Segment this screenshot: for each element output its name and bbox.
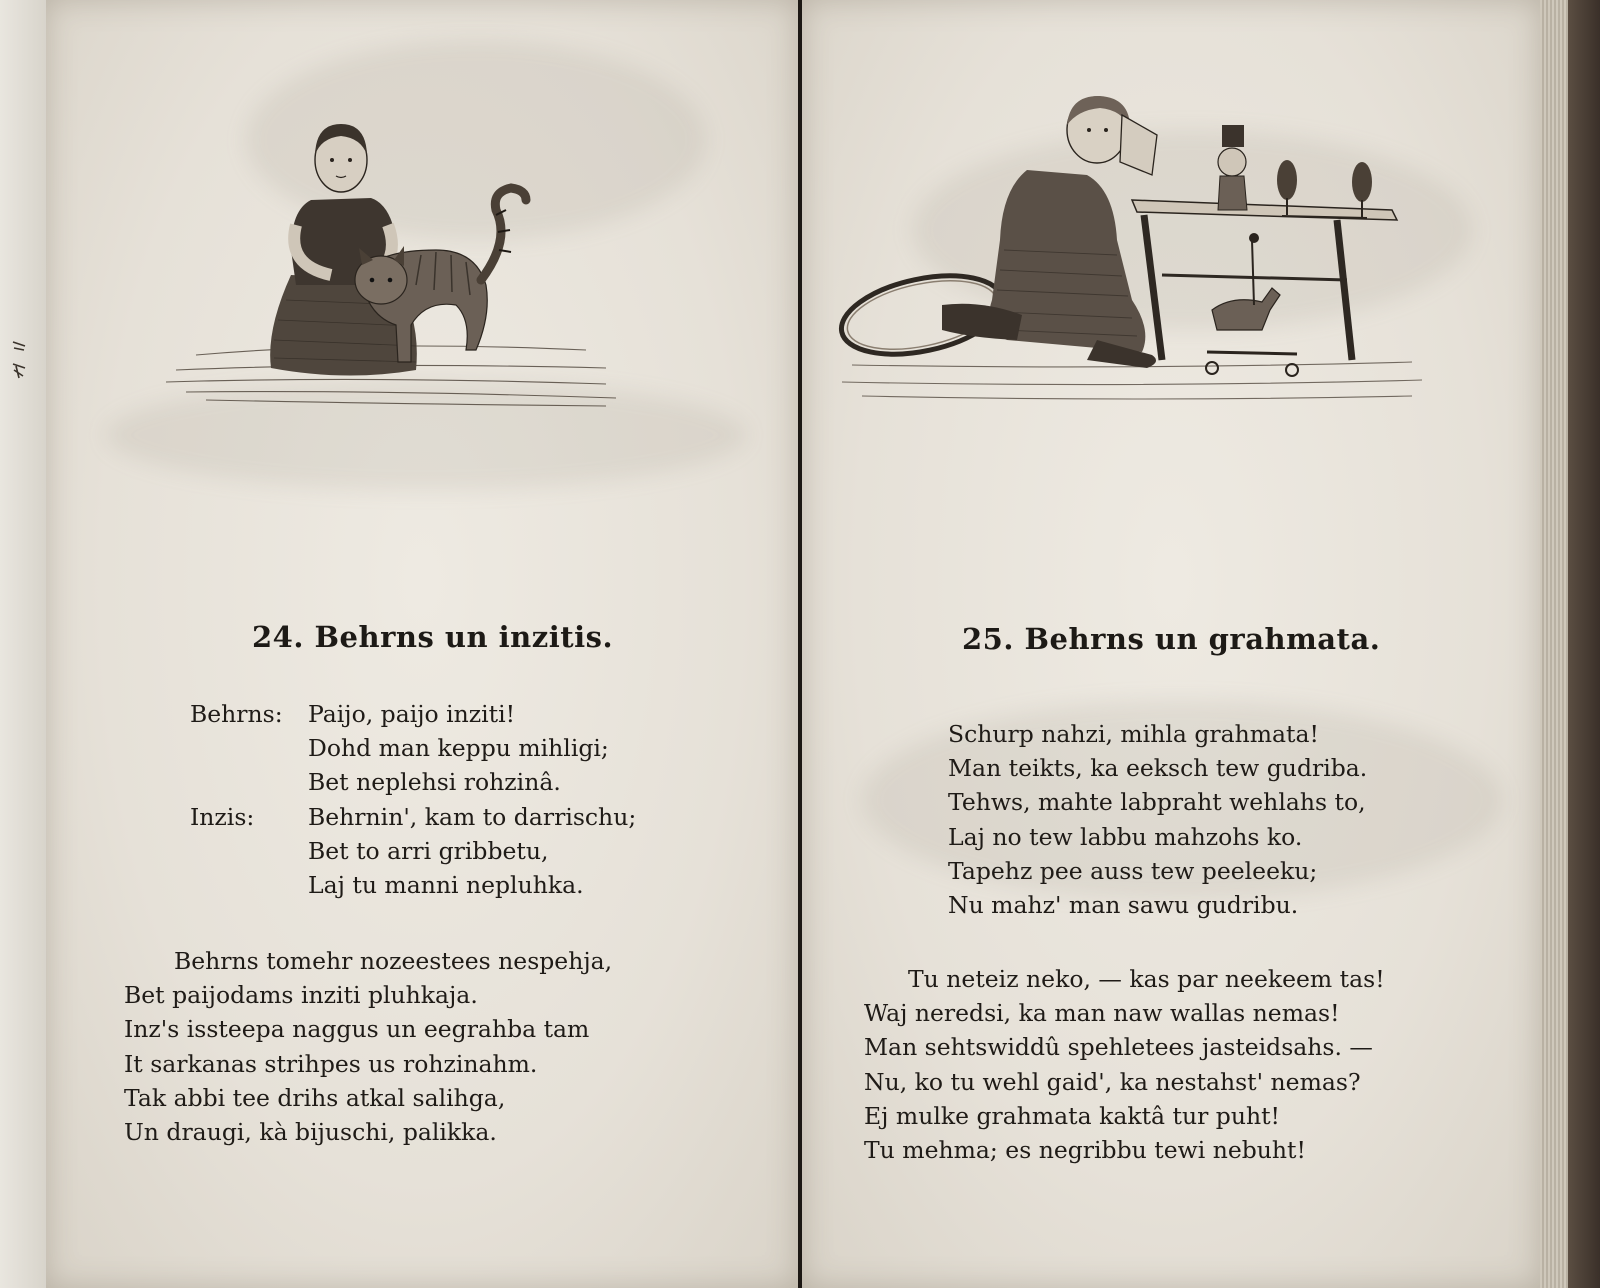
illustration-girl-with-cat bbox=[166, 100, 666, 420]
verse-line: Laj no tew labbu mahzohs ko. bbox=[948, 822, 1303, 851]
verse-line bbox=[190, 731, 636, 765]
book-cover-edge bbox=[1568, 0, 1600, 1288]
verse-line: Behrns tomehr nozeestees nespehja, bbox=[174, 947, 613, 975]
verse-line: Ej mulke grahmata kaktâ tur puht! bbox=[864, 1101, 1281, 1130]
left-margin-strip bbox=[0, 0, 46, 1288]
verse-line: Tehws, mahte labpraht wehlahs to, bbox=[948, 788, 1366, 817]
verse-line: Inz's issteepa naggus un eegrahba tam bbox=[124, 1015, 590, 1044]
speaker-label: Behrns: bbox=[190, 700, 283, 728]
verse-line: Nu mahz' man sawu gudribu. bbox=[948, 890, 1299, 919]
verse-text: Behrnin', kam to darrischu; bbox=[308, 802, 637, 831]
verse-line bbox=[190, 800, 636, 834]
verse-line bbox=[190, 834, 636, 868]
verse-line: Bet paijodams inziti pluhkaja. bbox=[124, 981, 478, 1010]
left-page bbox=[46, 0, 798, 1288]
verse-line: Nu, ko tu wehl gaid', ka nestahst' nemas? bbox=[864, 1067, 1361, 1096]
right-page bbox=[802, 0, 1540, 1288]
right-page-title: 25. Behrns un grahmata. bbox=[962, 622, 1381, 656]
left-dialogue-stanza bbox=[190, 697, 636, 902]
verse-line bbox=[190, 697, 636, 731]
speaker-label: Inzis: bbox=[190, 802, 255, 831]
verse-line: Tak abbi tee drihs atkal salihga, bbox=[124, 1083, 506, 1112]
verse-line: Schurp nahzi, mihla grahmata! bbox=[948, 720, 1319, 748]
verse-text: Laj tu manni nepluhka. bbox=[308, 870, 584, 899]
verse-line bbox=[190, 765, 636, 799]
verse-line: Un draugi, kà bijuschi, palikka. bbox=[124, 1117, 497, 1146]
verse-text: Bet to arri gribbetu, bbox=[308, 836, 549, 865]
verse-text: Paijo, paijo inziti! bbox=[308, 700, 516, 728]
margin-mark bbox=[10, 338, 28, 382]
right-second-stanza bbox=[864, 962, 1385, 1167]
verse-line: Tu mehma; es negribbu tewi nebuht! bbox=[864, 1135, 1306, 1164]
verse-text: Dohd man keppu mihligi; bbox=[308, 734, 609, 763]
verse-line bbox=[190, 868, 636, 902]
verse-line: Man teikts, ka eeksch tew gudriba. bbox=[948, 754, 1368, 783]
verse-text: Bet neplehsi rohzinâ. bbox=[308, 768, 561, 797]
verse-line: Waj neredsi, ka man naw wallas nemas! bbox=[864, 999, 1340, 1028]
left-page-title: 24. Behrns un inzitis. bbox=[252, 620, 614, 654]
left-second-stanza bbox=[124, 944, 613, 1149]
verse-line: Tapehz pee auss tew peeleeku; bbox=[948, 856, 1318, 885]
right-first-stanza bbox=[948, 717, 1367, 922]
verse-line: Man sehtswiddû spehletees jasteidsahs. — bbox=[864, 1033, 1373, 1062]
illustration-child-with-book bbox=[832, 90, 1432, 420]
verse-line: It sarkanas strihpes us rohzinahm. bbox=[124, 1049, 538, 1078]
verse-line: Tu neteiz neko, — kas par neekeem tas! bbox=[908, 965, 1385, 993]
